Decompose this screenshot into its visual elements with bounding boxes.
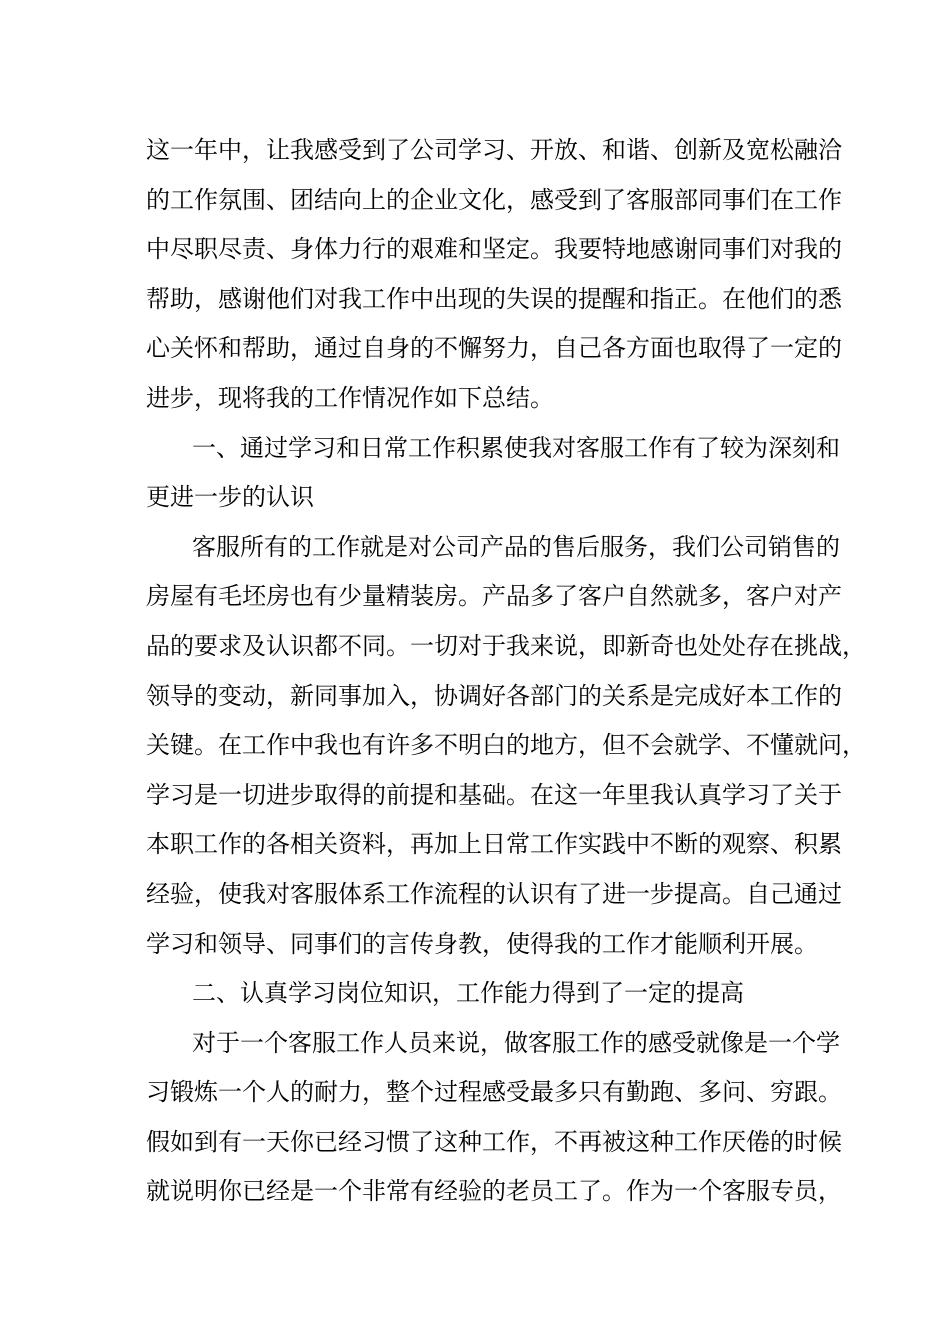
text-line: 帮助，感谢他们对我工作中出现的失误的提醒和指正。在他们的悉 [146, 284, 842, 313]
text-line: 对于一个客服工作人员来说，做客服工作的感受就像是一个学 [192, 1028, 840, 1057]
text-line: 中尽职尽责、身体力行的艰难和坚定。我要特地感谢同事们对我的 [146, 235, 842, 264]
body-text [146, 126, 866, 1217]
text-line: 的工作氛围、团结向上的企业文化，感受到了客服部同事们在工作 [146, 185, 842, 214]
text-line: 学习是一切进步取得的前提和基础。在这一年里我认真学习了关于 [146, 780, 842, 809]
text-line: 经验，使我对客服体系工作流程的认识有了进一步提高。自己通过 [146, 879, 842, 908]
text-line: 就说明你已经是一个非常有经验的老员工了。作为一个客服专员， [146, 1177, 842, 1206]
text-line: 关键。在工作中我也有许多不明白的地方，但不会就学、不懂就问， [146, 731, 866, 760]
text-line: 房屋有毛坯房也有少量精装房。产品多了客户自然就多，客户对产 [146, 582, 842, 611]
text-line: 领导的变动，新同事加入，协调好各部门的关系是完成好本工作的 [146, 681, 842, 710]
text-line: 本职工作的各相关资料，再加上日常工作实践中不断的观察、积累 [146, 830, 842, 859]
text-line: 习锻炼一个人的耐力，整个过程感受最多只有勤跑、多问、穷跟。 [146, 1078, 842, 1107]
text-line: 心关怀和帮助，通过自身的不懈努力，自己各方面也取得了一定的 [146, 334, 842, 363]
section-heading-1-line: 更进一步的认识 [146, 483, 314, 512]
text-line: 客服所有的工作就是对公司产品的售后服务，我们公司销售的 [192, 532, 840, 561]
text-line: 进步，现将我的工作情况作如下总结。 [146, 383, 554, 412]
text-line: 学习和领导、同事们的言传身教，使得我的工作才能顺利开展。 [146, 929, 818, 958]
text-line: 假如到有一天你已经习惯了这种工作，不再被这种工作厌倦的时候 [146, 1127, 842, 1156]
section-heading-1-line: 一、通过学习和日常工作积累使我对客服工作有了较为深刻和 [192, 433, 840, 462]
section-heading-2: 二、认真学习岗位知识，工作能力得到了一定的提高 [192, 979, 744, 1008]
text-line: 这一年中，让我感受到了公司学习、开放、和谐、创新及宽松融洽 [146, 136, 842, 164]
text-line: 品的要求及认识都不同。一切对于我来说，即新奇也处处存在挑战， [146, 631, 866, 660]
